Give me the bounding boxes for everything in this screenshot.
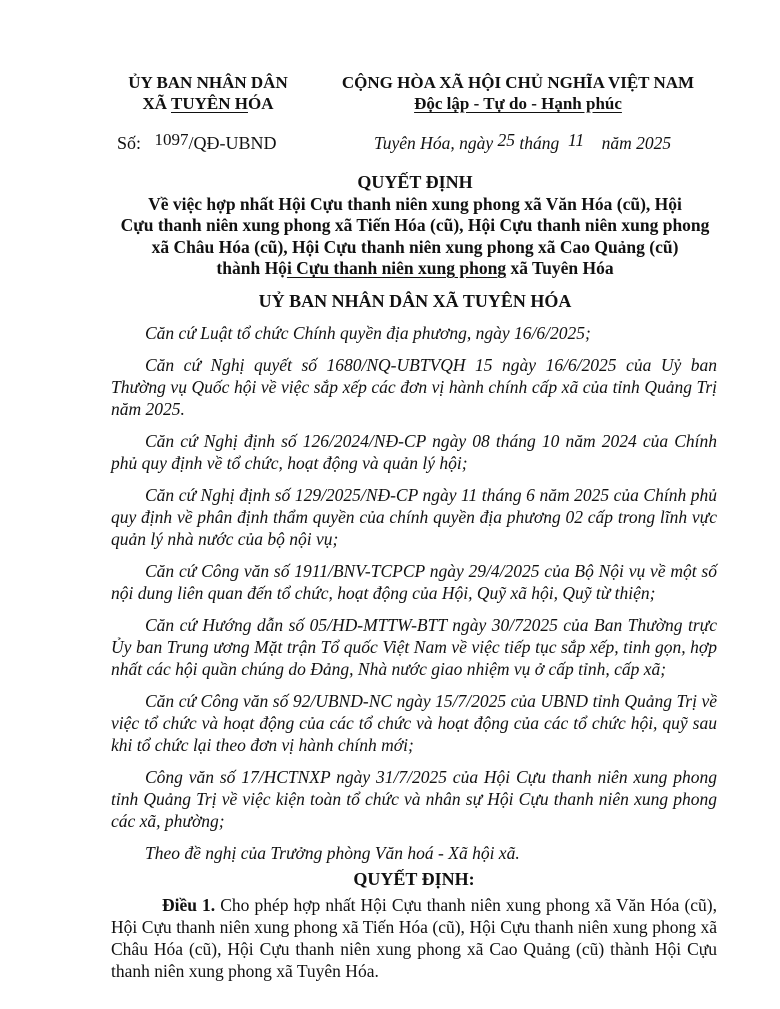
legal-basis-1: Căn cứ Luật tổ chức Chính quyền địa phương, ngày 16/6/2025; <box>145 323 591 343</box>
document-date <box>374 130 672 154</box>
proposal-basis: Theo đề nghị của Trưởng phòng Văn hoá - Xã hội xã. <box>145 843 520 863</box>
legal-basis-3: Căn cứ Nghị định số 126/2024/NĐ-CP ngày 08 tháng 10 năm 2024 của Chính phủ quy định về tổ chức, hoạt động và quản lý hội; <box>111 431 717 473</box>
issuer-heading: UỶ BAN NHÂN DÂN XÃ TUYÊN HÓA <box>258 291 572 311</box>
authority-line-1: ỦY BAN NHÂN DÂN <box>128 73 288 92</box>
authority-line-2-prefix: XÃ <box>142 94 171 113</box>
date-year: năm 2025 <box>601 133 672 153</box>
motto-text: Độc lập - Tự do - Hạnh phúc <box>414 94 622 113</box>
document-number <box>117 130 277 154</box>
date-place: Tuyên Hóa, ngày <box>374 133 494 153</box>
subject-line-4-underlined: i Cựu thanh niên xung phong <box>286 258 507 278</box>
article-1-label: Điều 1. <box>162 895 216 915</box>
legal-basis-4: Căn cứ Nghị định số 129/2025/NĐ-CP ngày 11 tháng 6 năm 2025 của Chính phủ quy định về phân định thẩm quyền của chính quyền địa phương 02 cấp trong lĩnh vực quản lý nhà nước của bộ nội vụ; <box>111 485 717 549</box>
subject-line-1: Về việc hợp nhất Hội Cựu thanh niên xung phong xã Văn Hóa (cũ), Hội <box>148 193 682 214</box>
subject-line-4-suffix: xã Tuyên Hóa <box>506 258 614 278</box>
national-motto <box>318 72 718 114</box>
legal-basis-6: Căn cứ Hướng dẫn số 05/HD-MTTW-BTT ngày 30/72025 của Ban Thường trực Ủy ban Trung ương Mặt trận Tổ quốc Việt Nam về việc tiếp tục sắp xếp, tinh gọn, hợp nhất các hội quần chúng do Đảng, Nhà nước giao nhiệm vụ ở cấp tỉnh, cấp xã; <box>111 615 717 679</box>
subject-line-3: xã Châu Hóa (cũ), Hội Cựu thanh niên xung phong xã Cao Quảng (cũ) <box>151 236 679 257</box>
number-suffix: /QĐ-UBND <box>188 133 277 153</box>
decision-title-block <box>110 172 720 280</box>
article-1 <box>111 894 717 982</box>
authority-line-2 <box>108 93 308 114</box>
subject-line-4-prefix: thành Hộ <box>216 258 287 278</box>
legal-basis-8: Công văn số 17/HCTNXP ngày 31/7/2025 của Hội Cựu thanh niên xung phong tỉnh Quảng Trị về việc kiện toàn tổ chức và nhân sự Hội Cựu thanh niên xung phong các xã, phường; <box>111 767 717 831</box>
motto <box>318 93 718 114</box>
number-value: 1097 <box>154 130 189 149</box>
country-name: CỘNG HÒA XÃ HỘI CHỦ NGHĨA VIỆT NAM <box>341 73 695 92</box>
subject-line-2: Cựu thanh niên xung phong xã Tiến Hóa (cũ), Hội Cựu thanh niên xung phong <box>120 215 710 235</box>
subject-line-4 <box>110 258 720 280</box>
issuing-authority <box>108 72 308 114</box>
legal-basis-7: Căn cứ Công văn số 92/UBND-NC ngày 15/7/2025 của UBND tỉnh Quảng Trị về việc tổ chức và hoạt động của các tổ chức và hoạt động của các tổ chức hội, quỹ sau khi tổ chức lại theo đơn vị hành chính mới; <box>111 691 717 755</box>
legal-basis-2: Căn cứ Nghị quyết số 1680/NQ-UBTVQH 15 ngày 16/6/2025 của Uỷ ban Thường vụ Quốc hội về việc sắp xếp các đơn vị hành chính cấp xã của tỉnh Quảng Trị năm 2025. <box>111 355 717 419</box>
legal-basis-5: Căn cứ Công văn số 1911/BNV-TCPCP ngày 29/4/2025 của Bộ Nội vụ về một số nội dung liên quan đến tổ chức, hoạt động của Hội, Quỹ xã hội, Quỹ từ thiện; <box>111 561 717 603</box>
date-day: 25 <box>497 130 515 150</box>
authority-line-2-suffix: ÓA <box>247 94 274 113</box>
decision-title: QUYẾT ĐỊNH <box>357 172 473 192</box>
document-body <box>111 322 717 982</box>
decision-heading: QUYẾT ĐỊNH: <box>353 869 475 889</box>
number-label: Số: <box>117 133 142 153</box>
article-1-text: Cho phép hợp nhất Hội Cựu thanh niên xung phong xã Văn Hóa (cũ), Hội Cựu thanh niên xung phong xã Tiến Hóa (cũ), Hội Cựu thanh niên xung phong xã Châu Hóa (cũ), Hội Cựu thanh niên xung phong xã Cao Quảng (cũ) thành Hội Cựu thanh niên xung phong xã Tuyên Hóa. <box>111 895 717 981</box>
date-month-label: tháng <box>519 133 560 153</box>
date-month: 11 <box>567 130 585 150</box>
authority-line-2-underlined: TUYÊN H <box>171 94 248 113</box>
